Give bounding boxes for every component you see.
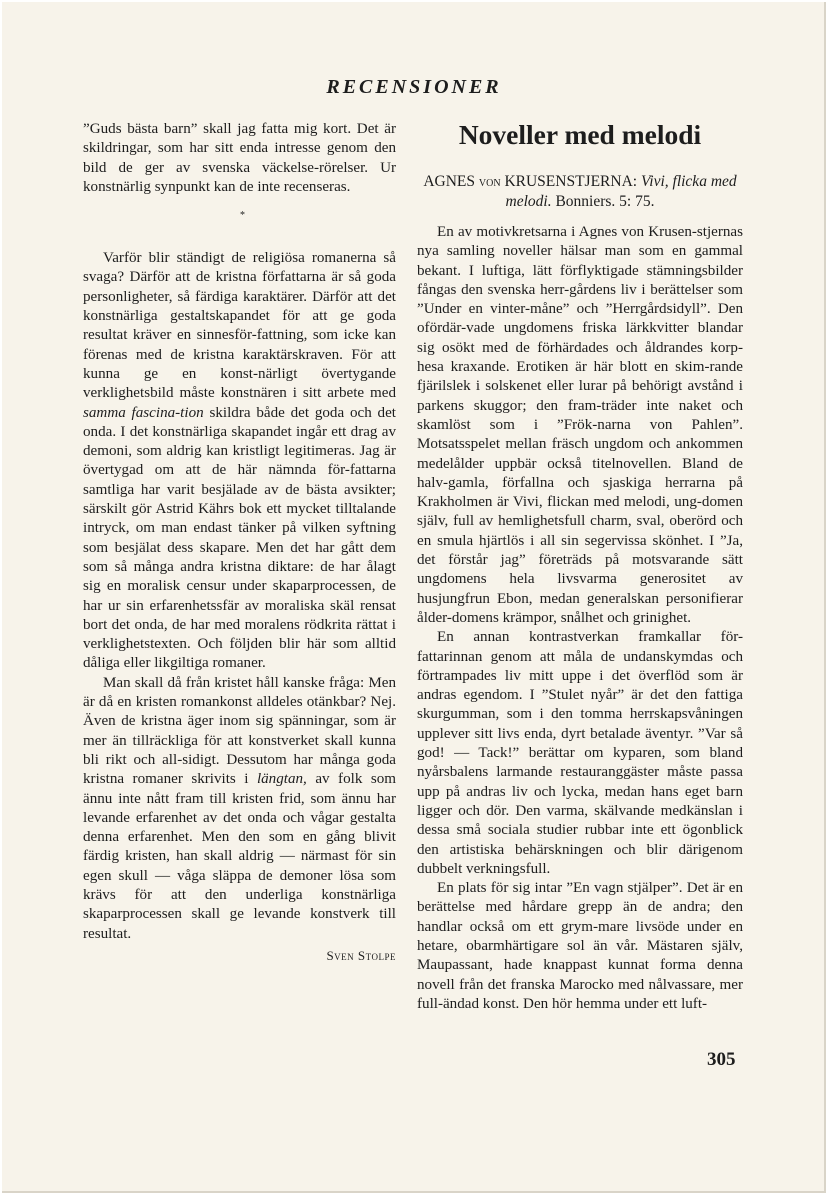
review-author-first: AGNES (423, 173, 479, 190)
review-paragraph-1: En av motivkretsarna i Agnes von Krusen-stjernas nya samling noveller hälsar man som en gammal bekant. I luftiga, lätt förflyktigade stämningsbilder fångas den svenska herr-gårdens liv i berättelser som ”Under en vinter-måne” och ”Herrgårdsidyll”. Den ofördär-vade ungdomens friska lärkkvitter blandar sig osökt med de förhärdades och åldrandes korp-hesa kraxande. Erotiken är här blott en skim-rande fjärilslek i solskenet eller lurar på behörigt avstånd i parkens skuggor; den fram-träder inte naket och skamlöst som i ”Frök-narna von Pahlen”. Motsatsspelet mellan fräsch ungdom och ankommen medelålder uppbär också titelnovellen. Bland de halv-gamla, förfallna och sjaskiga herrarna på Krakholmen är Vivi, flickan med melodi, ung-domen själv, full av hemlighetsfull charm, sval, oberörd och en smula hjärtlös i all sin segervissa skönhet. I ”Ja, det förstår jag” företräds på motsvarande sätt ungdomens hela livsvarma generositet av husjungfrun Ebon, medan generalskan personifierar ålder-domens krämpor, snålhet och grinighet. (417, 224, 743, 626)
body-paragraph-1-text-b: skildra både det goda och det onda. I det konstnärliga skapandet ingår ett drag av demoni, som aldrig kan kristligt legitimeras. Jag är övertygad om att de här nämnda för-fattarna samtliga har varit besjälade av de bästa avsikter; särskilt gör Astrid Kährs bok ett mycket tilltalande intryck, om man endast tänker på vilken syftning som besjälat dess skapare. Men det har gått dem som så många andra kristna diktare: de har ålagt sig en moralisk censur under skaparprocessen, de har ur sin erfarenhetssfär av moraliska skäl rensat bort det onda, de har med moralens rödkrita rättat i verklighetstexten. Och följden blir här som alltid dåliga eller likgiltiga romaner. (83, 404, 396, 672)
left-column (83, 120, 396, 965)
review-author-von: von (478, 175, 501, 190)
review-paragraph-3: En plats för sig intar ”En vagn stjälper”. Det är en berättelse med hårdare grepp än de andra; den handlar också om ett grym-mare livsöde under en hetare, obarmhärtigare sol än vår. Mästaren själv, Maupassant, hade knappast kunnat forma denna novell från det franska Marocko med nålvassare, mer full-ändad konst. Den hör hemma under ett luft- (417, 880, 743, 1012)
section-break-asterisk: * (240, 210, 245, 222)
emphasis-samma-fascination: samma fascina-tion (83, 404, 204, 421)
book-page (2, 2, 826, 1193)
body-paragraph-1-text-a: Varför blir ständigt de religiösa romanerna så svaga? Därför att de kristna författarna är så goda personligheter, så färdiga karaktärer. Därför att det konstnärliga gestaltskapandet för att ge goda resultat kräver en sinnesför-fattning, som icke kan förenas med de kristna karaktärskraven. För att kunna ge en konst-närligt övertygande verklighetsbild måste konstnären i sitt arbete med (83, 250, 396, 402)
running-head: RECENSIONER (326, 76, 502, 98)
review-book-title: Vivi, flicka med melodi. (505, 173, 737, 210)
body-paragraph-1 (83, 249, 396, 674)
article-title: Noveller med melodi (458, 119, 702, 150)
review-author-last: KRUSENSTJERNA: (500, 173, 641, 190)
body-paragraph-2-text-b: av folk som ännu inte nått fram till kristen frid, som ännu har levande erfarenhet av det onda och vågar gestalta denna erfarenhet. Men den som en gång blivit färdig kristen, han skall aldrig — närmast för sin egen skull — våga släppa de demoner lösa som krävs för att den underliga konstnärliga skaparprocessen skall ge levande konstverk till resultat. (83, 771, 397, 942)
review-header (421, 172, 739, 211)
review-paragraph-2: En annan kontrastverkan framkallar för-fattarinnan genom att måla de undanskymdas och förtrampades liv mitt uppe i det överflöd som är andras egendom. I ”Stulet nyår” är det den fattiga skurgumman, som i den tomma herrskapsvåningen upplever sitt livs enda, dyrt betalade äventyr. ”Var så god! — Tack!” berättar om kyparen, som bland nyårsbalens larmande restauranggäster måste passa upp på andras liv och lycka, medan hans eget barn ligger och dör. Den varma, skälvande medkänslan i dessa små sociala studier rubbar inte ett ögonblick den artistiska behärskningen och blir därigenom dubbelt verkningsfull. (417, 629, 743, 877)
intro-paragraph: ”Guds bästa barn” skall jag fatta mig kort. Det är skildringar, som har sitt enda intresse genom den bild de ger av svenska väckelse-rörelser. Ur konstnärlig synpunkt kan de inte recenseras. (83, 121, 396, 195)
body-paragraph-2 (83, 674, 396, 944)
emphasis-langtan: längtan, (256, 771, 307, 788)
right-column (417, 120, 743, 1014)
page-number: 305 (707, 1049, 736, 1070)
author-signature: Sven Stolpe (326, 947, 396, 963)
review-publisher-price: Bonniers. 5: 75. (551, 193, 655, 210)
body-paragraph-2-text-a: Man skall då från kristet håll kanske fråga: Men är då en kristen romankonst alldeles otänkbar? Nej. Även de kristna äger inom sig spänningar, som är mer än tillräckliga för att konstverket skall kunna bli rikt och all-sidigt. Dessutom har många goda kristna romaner skrivits i (83, 674, 396, 788)
